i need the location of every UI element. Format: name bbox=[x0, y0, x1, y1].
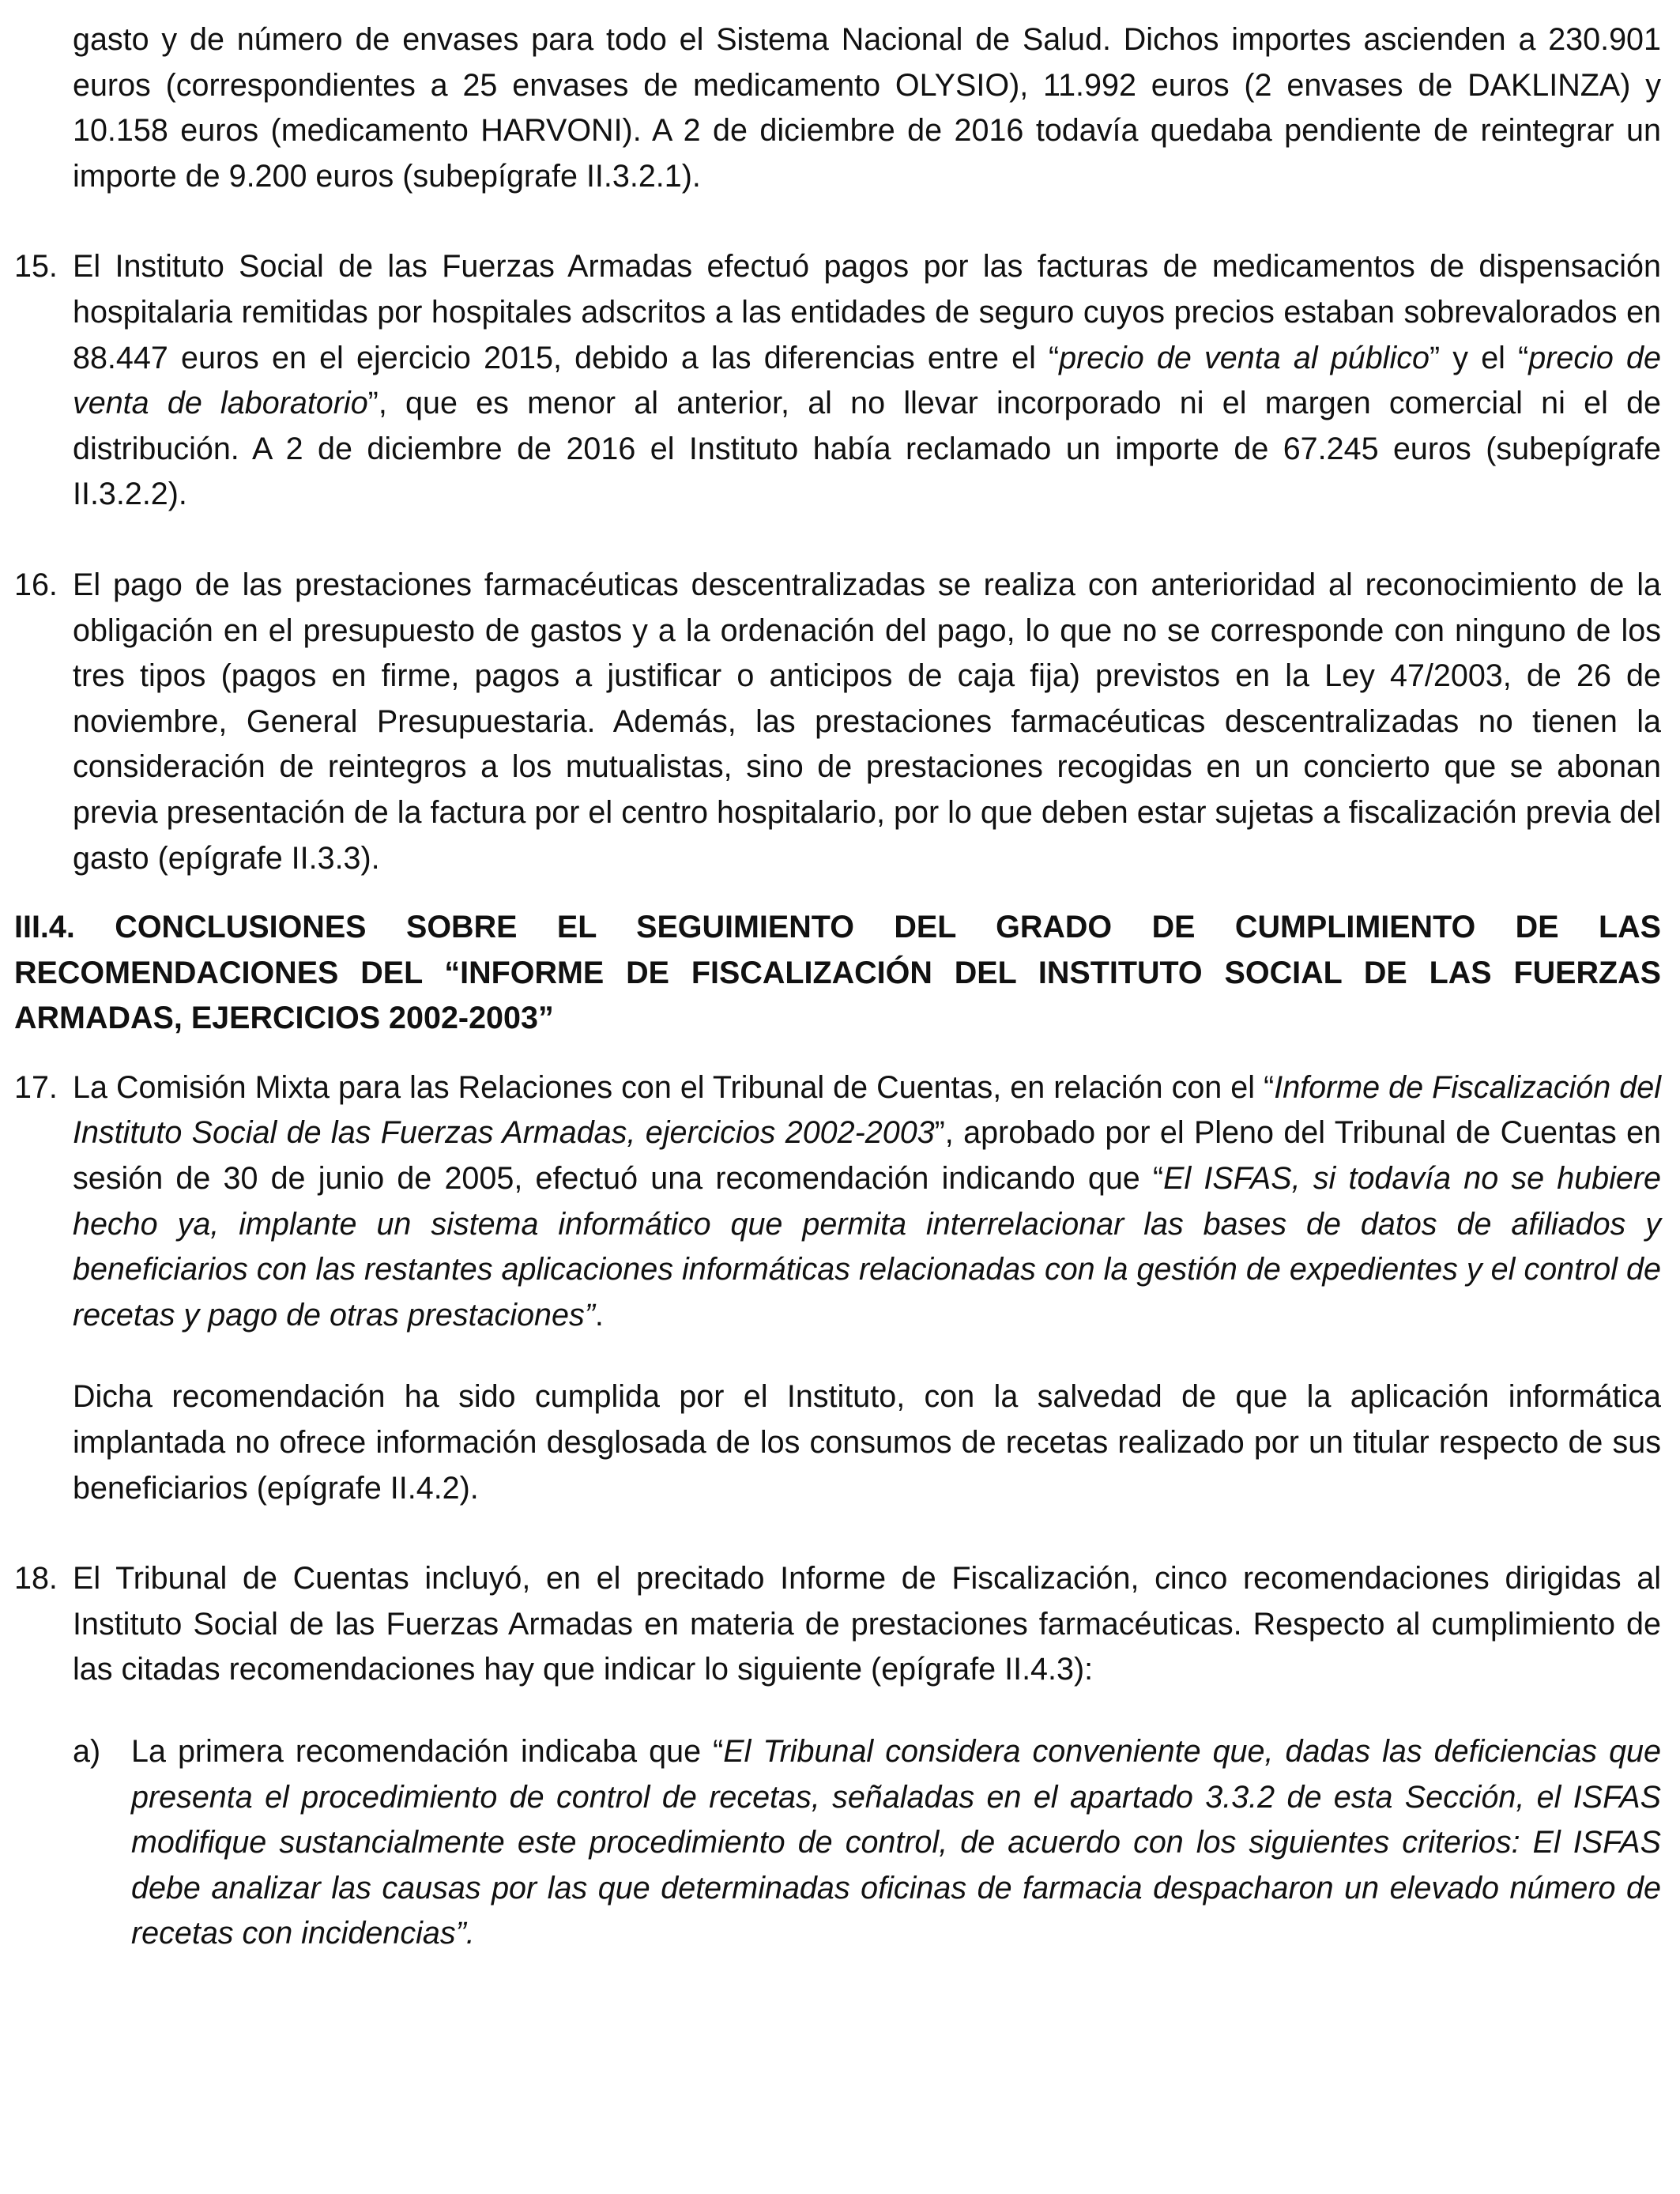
text-run: El pago de las prestaciones farmacéuticas descentralizadas se realiza con anterioridad al reconocimiento de la obligación en el presupuesto de gastos y a la ordenación del pago, lo que no se corresponde con ninguno de los tres tipos (pagos en firme, pagos a justificar o anticipos de caja fija) previstos en la Ley 47/2003, de 26 de noviembre, General Presupuestaria. Además, las prestaciones farmacéuticas descentralizadas no tienen la consideración de reintegros a los mutualistas, sino de prestaciones recogidas en un concierto que se abonan previa presentación de la factura por el centro hospitalario, por lo que deben estar sujetas a fiscalización previa del gasto (epígrafe II.3.3). bbox=[73, 567, 1661, 876]
subitem-a-text bbox=[131, 1729, 1661, 1957]
italic-quote: precio de venta de laboratorio bbox=[73, 340, 1661, 421]
italic-quote: El Tribunal considera conveniente que, dadas las deficiencias que presenta el procedimiento de control de recetas, señaladas en el apartado 3.3.2 de esta Sección, el ISFAS modifique sustancialmente este procedimiento de control, de acuerdo con los siguientes criterios: El ISFAS debe analizar las causas por las que determinadas oficinas de farmacia despacharon un elevado número de recetas con incidencias”. bbox=[131, 1734, 1661, 1951]
italic-quote: Informe de Fiscalización del Instituto Social de las Fuerzas Armadas, ejercicios 2002-2003 bbox=[73, 1069, 1661, 1151]
item-number: 16. bbox=[14, 567, 58, 602]
item-15-text bbox=[73, 244, 1661, 518]
list-item-17 bbox=[14, 1065, 1661, 1511]
text-run: El Instituto Social de las Fuerzas Armadas efectuó pagos por las facturas de medicamentos de dispensación hospitalaria remitidas por hospitales adscritos a las entidades de seguro cuyos precios estaban sobrevalorados en 88.447 euros en el ejercicio 2015, debido a las diferencias entre el “ bbox=[73, 249, 1661, 375]
subitem-a bbox=[73, 1729, 1661, 1957]
italic-quote: precio de venta al público bbox=[1059, 340, 1430, 375]
document-page bbox=[14, 17, 1661, 1957]
item-17-followup: Dicha recomendación ha sido cumplida por el Instituto, con la salvedad de que la aplicación informática implantada no ofrece información desglosada de los consumos de recetas realizado por un titular respecto de sus beneficiarios (epígrafe II.4.2). bbox=[73, 1379, 1661, 1506]
italic-quote: El ISFAS, si todavía no se hubiere hecho ya, implante un sistema informático que permita interrelacionar las bases de datos de afiliados y beneficiarios con las restantes aplicaciones informáticas relacionadas con la gestión de expedientes y el control de recetas y pago de otras prestaciones” bbox=[73, 1161, 1662, 1333]
item-number: 15. bbox=[14, 249, 58, 285]
list-item-15 bbox=[14, 244, 1661, 518]
continuation-text: gasto y de número de envases para todo el Sistema Nacional de Salud. Dichos importes ascienden a 230.901 euros (correspondientes a 25 envases de medicamento OLYSIO), 11.992 euros (2 envases de DAKLINZA) y 10.158 euros (medicamento HARVONI). A 2 de diciembre de 2016 todavía quedaba pendiente de reintegrar un importe de 9.200 euros (subepígrafe II.3.2.1). bbox=[73, 22, 1661, 194]
text-run: ”, aprobado por el Pleno del Tribunal de Cuentas en sesión de 30 de junio de 2005, efectuó una recomendación indicando que “ bbox=[73, 1115, 1662, 1197]
item-17-text bbox=[73, 1065, 1661, 1339]
text-run: . bbox=[594, 1297, 604, 1333]
list-item-18 bbox=[14, 1556, 1661, 1693]
text-run: La Comisión Mixta para las Relaciones con el Tribunal de Cuentas, en relación con el “ bbox=[73, 1069, 1275, 1105]
item-number: 17. bbox=[14, 1069, 58, 1105]
item-16-text bbox=[73, 563, 1661, 881]
section-heading: III.4. CONCLUSIONES SOBRE EL SEGUIMIENTO DEL GRADO DE CUMPLIMIENTO DE LAS RECOMENDACIONES DEL “INFORME DE FISCALIZACIÓN DEL INSTITUTO SOCIAL DE LAS FUERZAS ARMADAS, EJERCICIOS 2002-2003” bbox=[14, 910, 1661, 1036]
item-18-text: El Tribunal de Cuentas incluyó, en el precitado Informe de Fiscalización, cinco recomendaciones dirigidas al Instituto Social de las Fuerzas Armadas en materia de prestaciones farmacéuticas. Respecto al cumplimiento de las citadas recomendaciones hay que indicar lo siguiente (epígrafe II.4.3): bbox=[73, 1561, 1661, 1687]
text-run: ” y el “ bbox=[1429, 340, 1529, 375]
continuation-paragraph bbox=[73, 17, 1661, 199]
item-number: 18. bbox=[14, 1561, 58, 1596]
subitem-label: a) bbox=[73, 1734, 101, 1769]
text-run: ”, que es menor al anterior, al no llevar incorporado ni el margen comercial ni el de distribución. A 2 de diciembre de 2016 el Instituto había reclamado un importe de 67.245 euros (subepígrafe II.3.2.2). bbox=[73, 386, 1662, 512]
text-run: La primera recomendación indicaba que “ bbox=[131, 1734, 724, 1769]
list-item-16 bbox=[14, 563, 1661, 881]
